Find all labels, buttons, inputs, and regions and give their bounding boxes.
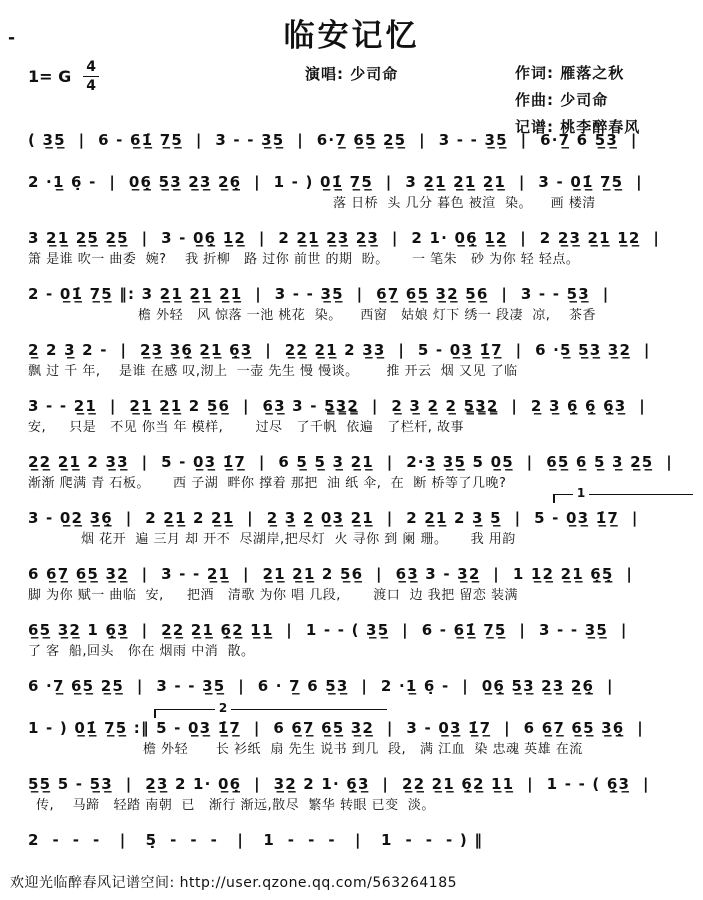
- lyrics-line: 渐渐 爬满 青 石板。 西 子湖 畔你 撑着 那把 油 纸 伞, 在 断 桥等了几晚?: [28, 476, 507, 491]
- system-row: [28, 282, 693, 338]
- system-row: [28, 562, 693, 618]
- lyrics-line: 烟 花开 遍 三月 却 开不 尽湖岸,把尽灯 火 寻你 到 阑 珊。 我 用韵: [81, 532, 516, 547]
- composer-credit: 作曲: 少司命: [515, 91, 609, 109]
- notation-line: 6̲5̲ 3̲2̲ 1 6̣̲3̲ | 2̲2̲ 2̲1̲ 6̣̲2̲ 1̲1̲ | 1 - - ( 3̲5̲ | 6 - 6̲1̲̇ 7̲5̲ | 3 - - 3̲5̲ |: [28, 621, 628, 639]
- lyrics-line: 脚 为你 赋一 曲临 安, 把酒 清歌 为你 唱 几段, 渡口 边 我把 留恋 装满: [28, 588, 518, 603]
- notation-line: 2̲ 2 3̲ 2 - | 2̲3̲ 3̲6̣̲ 2̲1̲ 6̣̲3̲ | 2̲2̲ 2̲1̲ 2 3̲3̲ | 5 - 0̲3̲ 1̲̇7̲ | 6 ·5̲ 5̲3̲ 3̲2̲ |: [28, 341, 651, 359]
- notation-line: 1 - ) 0̲1̲̇ 7̲5̲ :‖ 5 - 0̲3̲ 1̲̇7̲ | 6 6̲7̲ 6̲5̲ 3̲2̲ | 3 - 0̲3̲ 1̲̇7̲ | 6 6̲7̲ 6̲5̲ 3̲6̣̲ |: [28, 719, 644, 737]
- key-time-signature: [28, 60, 99, 93]
- notation-line: 5̲5̲ 5 - 5̲3̲ | 2̲3̲ 2 1· 0̲6̣̲ | 3̲2̲ 2 1· 6̣̲3̲ | 2̲2̲ 2̲1̲ 6̣̲2̲ 1̲1̲ | 1 - - ( 6̣̲3̲ |: [28, 775, 650, 793]
- time-numerator: 4: [83, 60, 99, 77]
- system-row: [28, 618, 693, 674]
- time-denominator: 4: [86, 78, 96, 94]
- lyricist-credit: 作词: 雁落之秋: [515, 64, 625, 82]
- notation-line: 2 - - - | 5̣ - - - | 1 - - - | 1 - - - ) ‖: [28, 831, 484, 849]
- notation-line: 3 2̲1̲ 2̲5̲ 2̲5̲ | 3 - 0̲6̣̲ 1̲2̲ | 2 2̲1̲ 2̲3̲ 2̲3̲ | 2 1· 0̲6̣̲ 1̲2̲ | 2 2̲3̲ 2̲1̲ 1̲2̲ |: [28, 229, 661, 247]
- system-row: [28, 128, 693, 170]
- footer-label: 欢迎光临醉春风记谱空间:: [10, 875, 180, 891]
- notation-line: 2 - 0̲1̲̇ 7̲5̲ ‖: 3 2̲1̲ 2̲1̲ 2̲1̲ | 3 - - 3̲5̲ | 6̲7̲ 6̲5̲ 3̲2̲ 5̲6̲ | 3 - - 5̲3̲ |: [28, 285, 610, 303]
- volta-2-label: 2: [215, 702, 231, 714]
- lyrics-line: 檐 外轻 长 衫纸 扇 先生 说书 到几 段, 满 江血 染 忠魂 英雄 在流: [143, 742, 583, 757]
- notation-line: 6 ·7̲ 6̲5̲ 2̲5̲ | 3 - - 3̲5̲ | 6 · 7̲ 6 5̲3̲ | 2 ·1̲ 6̣ - | 0̲6̣̲ 5̲3̲ 2̲3̲ 2̲6̣̲ |: [28, 677, 614, 695]
- time-signature: [83, 60, 99, 93]
- system-row: [28, 226, 693, 282]
- footer-note: [10, 872, 457, 892]
- stray-dash: -: [8, 28, 16, 48]
- lyrics-line: 传, 马蹄 轻踏 南朝 已 渐行 渐远,散尽 繁华 转眼 已变 淡。: [36, 798, 435, 813]
- performer-credit: 演唱: 少司命: [305, 65, 399, 83]
- system-row: [28, 828, 693, 870]
- volta-1-label: 1: [573, 487, 589, 499]
- score: [28, 128, 693, 870]
- lyrics-line: 安, 只是 不见 你当 年 模样, 过尽 了千帆 依遍 了栏杆, 故事: [28, 420, 464, 435]
- notation-line: ( 3̲5̲ | 6 - 6̲1̲̇ 7̲5̲ | 3 - - 3̲5̲ | 6·7̲ 6̲5̲ 2̲5̲ | 3 - - 3̲5̲ | 6·7̲ 6 5̲3̲ |: [28, 131, 638, 149]
- lyrics-line: 飘 过 千 年, 是谁 在感 叹,沏上 一壶 先生 慢 慢谈。 推 开云 烟 又见 了临: [28, 364, 518, 379]
- lyrics-line: 箫 是谁 吹一 曲委 婉? 我 折柳 路 过你 前世 的期 盼。 一 笔朱 砂 为你 轻 轻点。: [28, 252, 580, 267]
- system-row: [28, 338, 693, 394]
- volta-bracket-2: [154, 701, 387, 718]
- key-signature: 1= G: [28, 67, 72, 86]
- system-row: [28, 170, 693, 226]
- notation-line: 2̲2̲ 2̲1̲ 2 3̲3̲ | 5 - 0̲3̲ 1̲̇7̲ | 6 5̲ 5̲ 3̲ 2̲1̲ | 2·3̲ 3̲5̲ 5 0̲5̲ | 6̲5̲ 6̲ 5̲ 3̲ 2̲5̲ |: [28, 453, 673, 471]
- system-row: [28, 486, 693, 562]
- lyrics-line: 了 客 船,回头 你在 烟雨 中消 散。: [28, 644, 255, 659]
- system-row: [28, 394, 693, 450]
- lyrics-line: 落 日桥 头 几分 暮色 被渲 染。 画 楼清: [333, 196, 596, 211]
- notation-line: 2 ·1̲ 6̣ - | 0̲6̣̲ 5̲3̲ 2̲3̲ 2̲6̣̲ | 1 - ) 0̲1̲̇ 7̲5̲ | 3 2̲1̲ 2̲1̲ 2̲1̲ | 3 - 0̲1̲̇ 7̲5̲ |: [28, 173, 643, 191]
- song-title: 临安记忆: [283, 18, 420, 54]
- system-row: [28, 701, 693, 772]
- system-row: [28, 772, 693, 828]
- notation-line: 3 - 0̲2̲ 3̲6̣̲ | 2 2̲1̲ 2 2̲1̲ | 2̲ 3̲ 2̲ 0̲3̲ 2̲1̲ | 2 2̲1̲ 2 3̲ 5̲ | 5 - 0̲3̲ 1̲̇7̲ |: [28, 509, 639, 527]
- transcriber-credit: 记谱: 桃李醉春风: [515, 118, 641, 136]
- lyrics-line: 檐 外轻 风 惊落 一池 桃花 染。 西窗 姑娘 灯下 绣一 段凄 凉, 茶香: [138, 308, 596, 323]
- notation-line: 6 6̲7̲ 6̲5̲ 3̲2̲ | 3 - - 2̲1̲ | 2̲1̲ 2̲1̲ 2 5̲6̲ | 6̲3̲ 3 - 3̲2̲ | 1 1̲2̲ 2̲1̲ 6̣̲5̣̲ |: [28, 565, 634, 583]
- volta-bracket-1: [553, 486, 693, 503]
- notation-line: 3 - - 2̲1̲ | 2̲1̲ 2̲1̲ 2 5̲6̲ | 6̲3̲ 3 - 5̳3̳2̳ | 2̲ 3̲ 2̲ 2̲ 5̳3̳2̳ | 2̲ 3̲ 6̣̲ 6̣̲ 6̣̲3̲ |: [28, 397, 646, 415]
- footer-url-link[interactable]: http://user.qzone.qq.com/563264185: [179, 875, 458, 891]
